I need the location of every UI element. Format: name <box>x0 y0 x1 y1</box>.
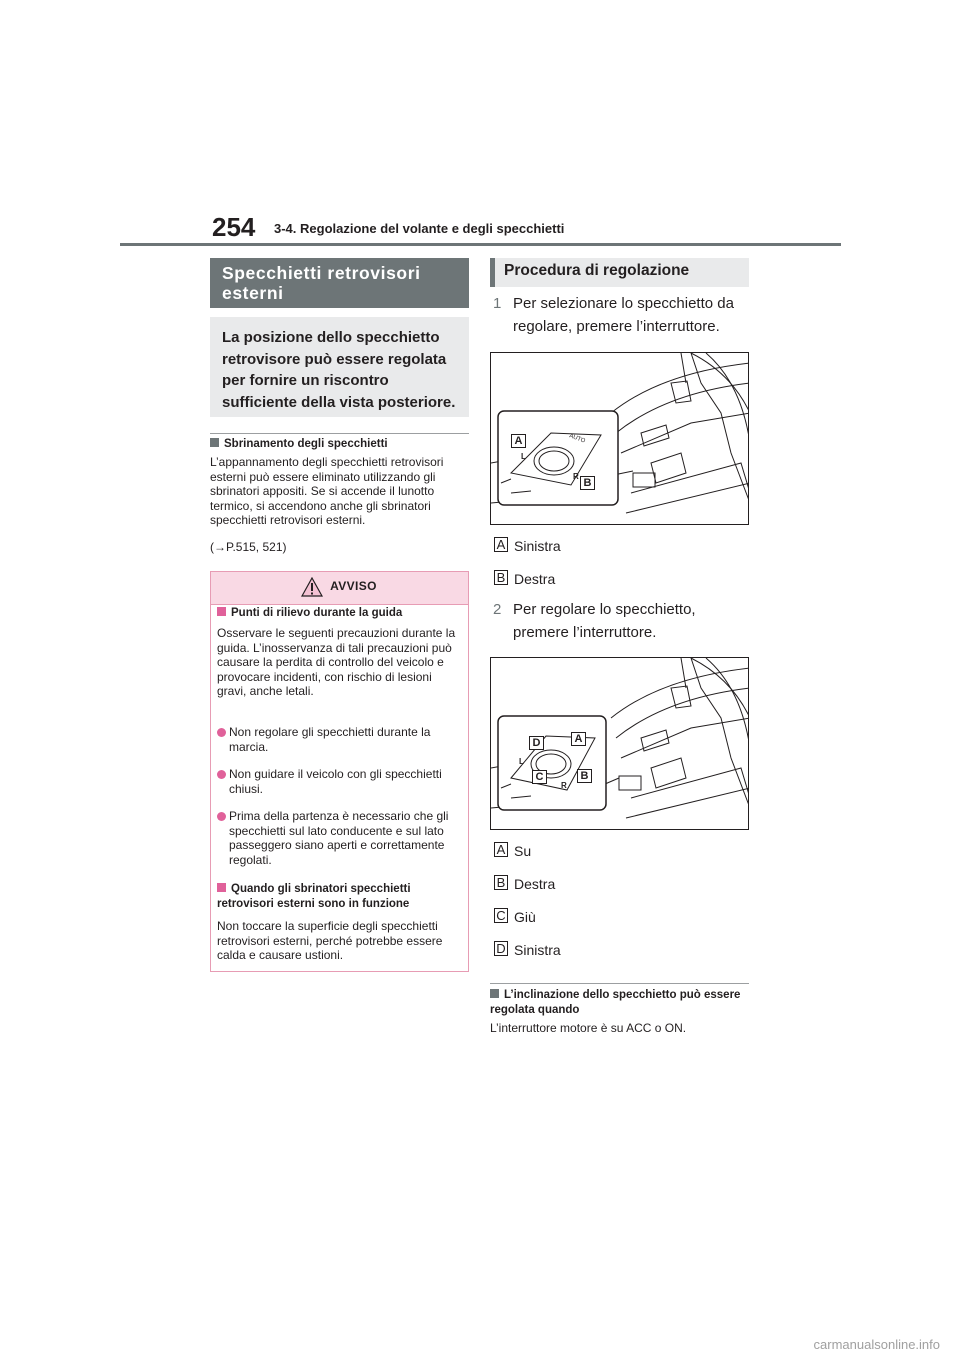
legend-tag-d: D <box>494 941 508 956</box>
legend-tag-a: A <box>494 537 508 552</box>
mirrors-heading: Specchietti retrovisori esterni <box>210 258 469 308</box>
warning-header <box>211 572 468 604</box>
auto-label: AUTO <box>568 433 586 445</box>
legend-text: Su <box>514 843 532 859</box>
warning-bullet <box>217 767 459 796</box>
legend-tag-b: B <box>494 875 508 890</box>
callout-a: A <box>571 732 586 746</box>
dashboard-illustration <box>491 353 749 525</box>
callout-c: C <box>532 770 547 784</box>
divider <box>210 433 469 434</box>
warning-bullet <box>217 809 459 867</box>
warning-section2-title <box>217 882 461 912</box>
callout-a: A <box>511 434 526 448</box>
warning-bullet-text: Prima della partenza è necessario che gli specchietti sul lato conducente e sul lato passeggero siano aperti e correttamente regolati. <box>229 809 449 867</box>
bullet-dot-icon <box>217 770 226 779</box>
procedure-heading: Procedura di regolazione <box>490 258 749 287</box>
step-number: 1 <box>493 295 502 312</box>
legend-text: Destra <box>514 571 556 587</box>
warning-section1-title <box>217 606 461 621</box>
page-number: 254 <box>212 212 256 242</box>
watermark: carmanualsonline.info <box>813 1337 940 1352</box>
section-title: 3-4. Regolazione del volante e degli specchietti <box>274 221 565 236</box>
warning-label: AVVISO <box>330 579 377 593</box>
defrost-title <box>210 437 469 452</box>
square-bullet-icon <box>490 989 499 998</box>
bullet-dot-icon <box>217 728 226 737</box>
switch-r-label: R <box>561 781 567 790</box>
square-bullet-icon <box>217 883 226 892</box>
legend-text: Sinistra <box>514 942 561 958</box>
square-bullet-icon <box>217 607 226 616</box>
legend-tag-a: A <box>494 842 508 857</box>
defrost-title-text: Sbrinamento degli specchietti <box>224 438 388 450</box>
switch-l-label: L <box>521 452 526 461</box>
mirror-switch-figure-2 <box>490 657 749 830</box>
step-2 <box>493 598 755 646</box>
warning-section2-body: Non toccare la superficie degli specchietti retrovisori esterni, perché potrebbe essere calda e causare ustioni. <box>217 919 443 963</box>
defrost-ref: (→P.515, 521) <box>210 540 287 554</box>
warning-bullet-text: Non guidare il veicolo con gli specchietti chiusi. <box>229 767 442 796</box>
legend-text: Sinistra <box>514 538 561 554</box>
square-bullet-icon <box>210 438 219 447</box>
legend-text: Destra <box>514 876 556 892</box>
note-body: L’interruttore motore è su ACC o ON. <box>490 1021 687 1035</box>
callout-b: B <box>580 476 595 490</box>
callout-d: D <box>529 736 544 750</box>
step-number: 2 <box>493 601 502 618</box>
legend-tag-c: C <box>494 908 508 923</box>
note-title-text: L’inclinazione dello specchietto può essere regolata quando <box>490 989 741 1016</box>
step-1 <box>493 292 755 340</box>
divider <box>490 983 749 984</box>
header-rule <box>120 243 841 246</box>
warning-section2-title-text: Quando gli sbrinatori specchietti retrovisori esterni sono in funzione <box>217 883 411 910</box>
bullet-dot-icon <box>217 812 226 821</box>
defrost-body: L’appannamento degli specchietti retrovisori esterni può essere eliminato utilizzando gli sbrinatori appositi. Se si accende il lunotto termico, si accendono anche gli sbrinatori specchietti retrovisori esterni. <box>210 455 444 528</box>
warning-box <box>210 571 469 972</box>
callout-b: B <box>577 769 592 783</box>
legend-tag-b: B <box>494 570 508 585</box>
switch-r-label: R <box>573 472 579 481</box>
intro-box: La posizione dello specchietto retrovisore può essere regolata per fornire un riscontro sufficiente della vista posteriore. <box>210 317 469 417</box>
warning-bullet-text: Non regolare gli specchietti durante la marcia. <box>229 725 431 754</box>
note-title <box>490 988 749 1018</box>
step-text: Per selezionare lo specchietto da regolare, premere l’interruttore. <box>513 295 734 335</box>
warning-section1-title-text: Punti di rilievo durante la guida <box>231 607 403 619</box>
warning-bullet <box>217 725 459 754</box>
warning-section1-body: Osservare le seguenti precauzioni durante la guida. L’inosservanza di tali precauzioni può causare la perdita di controllo del veicolo e provocare incidenti, con rischio di lesioni gravi, anche letali. <box>217 626 456 699</box>
switch-l-label: L <box>519 757 524 766</box>
step-text: Per regolare lo specchietto, premere l’interruttore. <box>513 601 696 641</box>
mirror-switch-figure-1 <box>490 352 749 525</box>
legend-text: Giù <box>514 909 536 925</box>
warning-separator <box>211 604 468 605</box>
